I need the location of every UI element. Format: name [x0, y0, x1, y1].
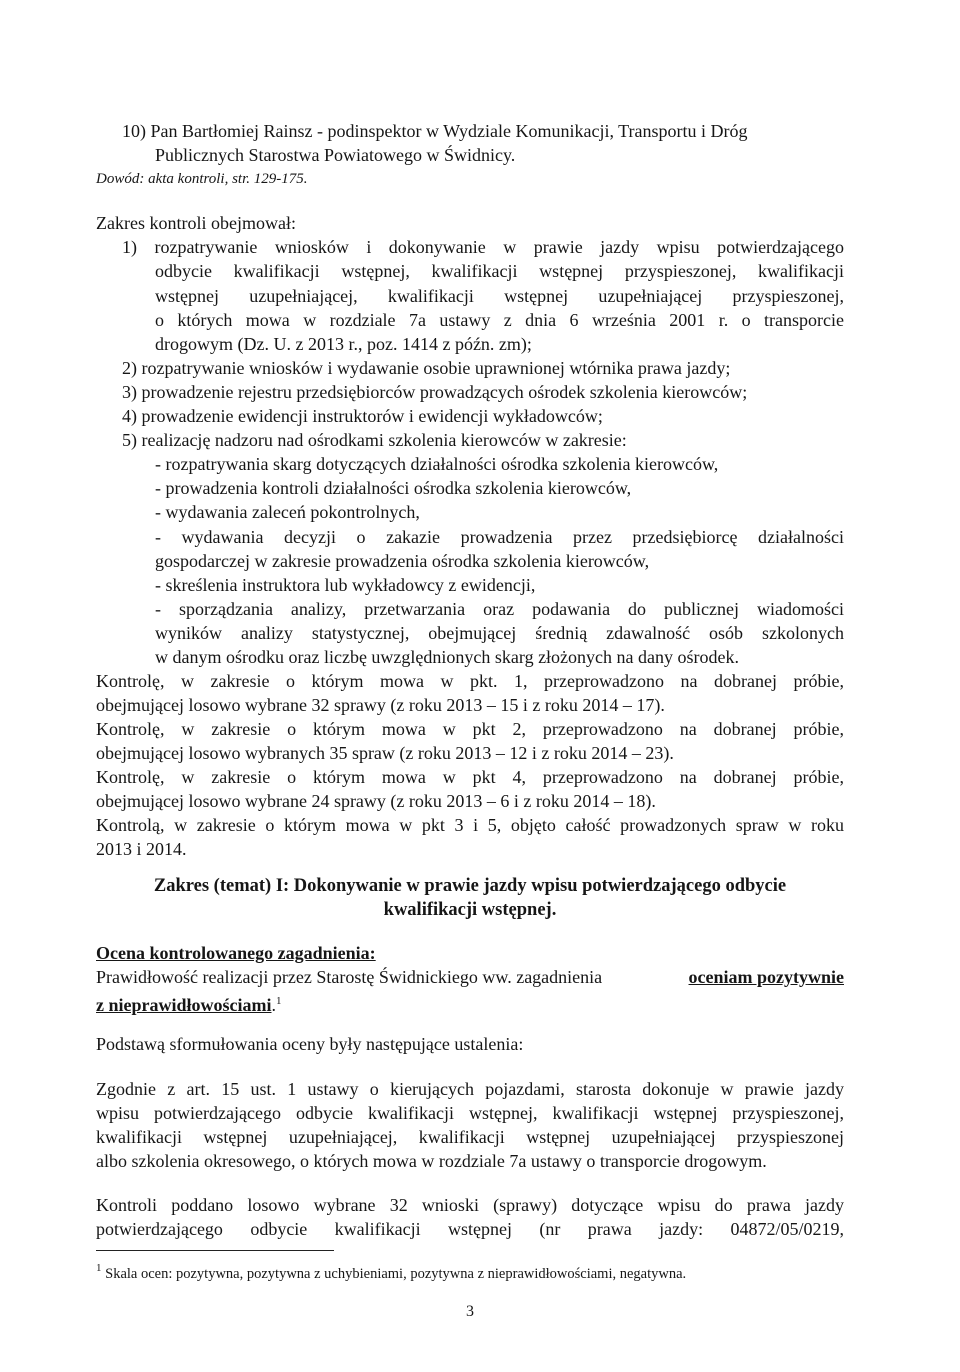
assessment-line1 — [96, 966, 844, 988]
footnote-separator — [96, 1250, 334, 1251]
control-para-3-line1: Kontrolę, w zakresie o którym mowa w pkt 4, przeprowadzono na dobranej próbie, — [96, 767, 844, 787]
topic-heading-line2: kwalifikacji wstępnej. — [383, 900, 557, 920]
control-para-4-line2: 2013 i 2014. — [96, 839, 187, 859]
para2-line1: Kontroli poddano losowo wybrane 32 wnioski (sprawy) dotyczące wpisu do prawa jazdy — [96, 1195, 844, 1215]
footnote-mark: 1 — [96, 1262, 102, 1274]
footnote — [96, 1262, 686, 1283]
control-para-2-line1: Kontrolę, w zakresie o którym mowa w pkt 2, przeprowadzono na dobranej próbie, — [96, 719, 844, 739]
scope-item-3: 3) prowadzenie rejestru przedsiębiorców prowadzących ośrodek szkolenia kierowców; — [122, 382, 748, 402]
evidence-note: Dowód: akta kontroli, str. 129-175. — [96, 171, 308, 187]
para2-line2: potwierdzającego odbycie kwalifikacji wstępnej (nr prawa jazdy: 04872/05/0219, — [96, 1219, 844, 1239]
assessment-grade: oceniam pozytywnie — [688, 967, 844, 987]
assessment-heading: Ocena kontrolowanego zagadnienia: — [96, 943, 376, 963]
scope-heading: Zakres kontroli obejmował: — [96, 213, 296, 233]
scope-item-1-line4: o których mowa w rozdziale 7a ustawy z dnia 6 września 2001 r. o transporcie — [155, 310, 844, 330]
item-10-line2: Publicznych Starostwa Powiatowego w Świdnicy. — [155, 145, 516, 165]
scope-item-2: 2) rozpatrywanie wniosków i wydawanie osobie uprawnionej wtórnika prawa jazdy; — [122, 358, 731, 378]
scope-item-4: 4) prowadzenie ewidencji instruktorów i ewidencji wykładowców; — [122, 406, 603, 426]
sub-item: - wydawania zaleceń pokontrolnych, — [155, 502, 420, 522]
para1-line4: albo szkolenia okresowego, o których mowa w rozdziale 7a ustawy o transporcie drogowym. — [96, 1151, 767, 1171]
control-para-1-line1: Kontrolę, w zakresie o którym mowa w pkt. 1, przeprowadzono na dobranej próbie, — [96, 671, 844, 691]
sub-item: - rozpatrywania skarg dotyczących działalności ośrodka szkolenia kierowców, — [155, 454, 719, 474]
control-para-3-line2: obejmującej losowo wybrane 24 sprawy (z roku 2013 – 6 i z roku 2014 – 18). — [96, 791, 656, 811]
scope-item-1-line1: 1) rozpatrywanie wniosków i dokonywanie w prawie jazdy wpisu potwierdzającego — [122, 237, 844, 257]
sub-item-cont: w danym ośrodku oraz liczbę uwzględnionych skarg złożonych na dany ośrodek. — [155, 647, 739, 667]
control-para-2-line2: obejmującej losowo wybranych 35 spraw (z roku 2013 – 12 i z roku 2014 – 23). — [96, 743, 674, 763]
page-number: 3 — [466, 1303, 474, 1320]
scope-item-1-line3: wstępnej uzupełniającej, kwalifikacji wstępnej uzupełniającej przyspieszonej, — [155, 286, 844, 306]
sub-item: - sporządzania analizy, przetwarzania oraz podawania do publicznej wiadomości — [155, 599, 844, 619]
sub-item-cont: wyników analizy statystycznej, obejmującej średnią zdawalność osób szkolonych — [155, 623, 844, 643]
assessment-text: Prawidłowość realizacji przez Starostę Świdnickiego ww. zagadnienia — [96, 967, 603, 987]
sub-item-cont: gospodarczej w zakresie prowadzenia ośrodka szkolenia kierowców, — [155, 551, 650, 571]
footnote-text: Skala ocen: pozytywna, pozytywna z uchybieniami, pozytywna z nieprawidłowościami, negatywna. — [105, 1266, 687, 1282]
basis-line: Podstawą sformułowania oceny były następujące ustalenia: — [96, 1034, 524, 1054]
scope-item-5: 5) realizację nadzoru nad ośrodkami szkolenia kierowców w zakresie: — [122, 430, 627, 450]
topic-heading-line1: Zakres (temat) I: Dokonywanie w prawie jazdy wpisu potwierdzającego odbycie — [153, 876, 787, 896]
para1-line1: Zgodnie z art. 15 ust. 1 ustawy o kierujących pojazdami, starosta dokonuje w prawie jazdy — [96, 1079, 844, 1099]
sub-item: - skreślenia instruktora lub wykładowcy z ewidencji, — [155, 575, 536, 595]
sub-item: - wydawania decyzji o zakazie prowadzenia przez przedsiębiorcę działalności — [155, 527, 844, 547]
scope-item-1-line2: odbycie kwalifikacji wstępnej, kwalifikacji wstępnej przyspieszonej, kwalifikacji — [155, 261, 844, 281]
footnote-ref: 1 — [276, 995, 282, 1007]
control-para-4-line1: Kontrolą, w zakresie o którym mowa w pkt 3 i 5, objęto całość prowadzonych spraw w roku — [96, 815, 844, 835]
para1-line3: kwalifikacji wstępnej uzupełniającej, kwalifikacji wstępnej uzupełniającej przyspieszonej — [96, 1127, 844, 1147]
assessment-grade-cont: z nieprawidłowościami — [96, 995, 272, 1015]
scope-item-1-line5: drogowym (Dz. U. z 2013 r., poz. 1414 z późn. zm); — [155, 334, 532, 354]
item-10-line1: 10) Pan Bartłomiej Rainsz - podinspektor w Wydziale Komunikacji, Transportu i Dróg — [122, 121, 748, 141]
sub-item: - prowadzenia kontroli działalności ośrodka szkolenia kierowców, — [155, 478, 632, 498]
assessment-line2: z nieprawidłowościami.$^1$ — [96, 995, 282, 1015]
control-para-1-line2: obejmującej losowo wybrane 32 sprawy (z roku 2013 – 15 i z roku 2014 – 17). — [96, 695, 665, 715]
para1-line2: wpisu potwierdzającego odbycie kwalifikacji wstępnej, kwalifikacji wstępnej przyspieszonej, — [96, 1103, 844, 1123]
